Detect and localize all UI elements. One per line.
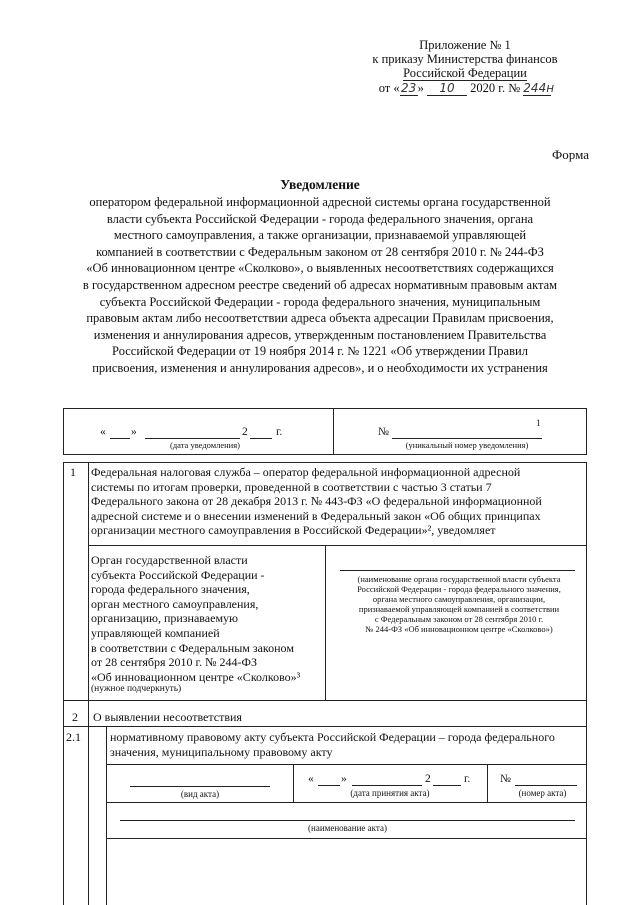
section-1-text <box>91 465 585 538</box>
act-date-month-line <box>352 785 422 786</box>
notice-body-line: местного самоуправления, а также организации, признаваемой управляющей <box>113 228 527 243</box>
notice-body-line: Российской Федерации от 19 ноября 2014 г. № 1221 «Об утверждении Правил <box>112 344 528 359</box>
notice-body-line: «Об инновационном центре «Сколково», о выявленных несоответствиях содержащихся <box>86 261 554 276</box>
section-1-text-line: системы по итогам проверки, проведенной в соответствии с частью 3 статьи 7 <box>91 479 492 494</box>
section-1-org-line: орган местного самоуправления, <box>91 596 259 611</box>
top-date-year: 2 <box>242 426 248 438</box>
section-1-text-line: организации местного самоуправления в Российской Федерации»², уведомляет <box>91 523 496 538</box>
act-date-suffix: г. <box>464 773 471 785</box>
header-block <box>345 38 585 96</box>
top-date-open: « <box>100 426 106 438</box>
section-2-1-divider-1 <box>106 764 586 765</box>
section-1-text-line: Федерального закона от 28 декабря 2013 г. № 443-ФЗ «О федеральной информационной <box>91 494 542 509</box>
header-line-2: к приказу Министерства финансов <box>372 52 558 66</box>
section-1-org-line: «Об инновационном центре «Сколково»³ <box>91 669 301 684</box>
section-2-1-text <box>110 730 584 759</box>
top-number-line <box>392 438 542 439</box>
date-year: 2020 г. № <box>470 81 521 95</box>
top-date-suffix: г. <box>276 426 283 438</box>
section-2-title: О выявлении несоответствия <box>93 710 242 724</box>
section-1-org-list <box>91 553 323 684</box>
org-name-caption <box>335 574 583 634</box>
header-date-line <box>345 81 585 96</box>
section-2-1-divider-2 <box>106 802 586 803</box>
act-date-year: 2 <box>425 773 431 785</box>
notice-body-line: правовым актам либо несоответствии адреса объекта адресации Правилам присвоения, <box>86 311 554 326</box>
top-date-close: » <box>131 426 137 438</box>
section-1-org-line: от 28 сентября 2010 г. № 244-ФЗ <box>91 655 258 670</box>
notice-body <box>50 194 590 377</box>
act-type-line <box>130 786 270 787</box>
main-table-border-right <box>586 462 587 905</box>
section-2-border-top <box>63 700 587 701</box>
section-1-org-line: Орган государственной власти <box>91 553 248 567</box>
org-name-line <box>340 570 575 571</box>
org-caption-line: № 244-ФЗ «Об инновационном центре «Сколково») <box>365 624 553 634</box>
form-label: Форма <box>552 147 589 162</box>
act-date-caption: (дата принятия акта) <box>350 788 430 798</box>
org-caption-line: органа местного самоуправления, организации, <box>372 594 546 604</box>
section-1-org-line: субъекта Российской Федерации - <box>91 567 265 582</box>
date-month: 10 <box>427 81 467 96</box>
notice-body-line: присвоения, изменения и аннулирования адресов», и о необходимости их устранения <box>92 360 548 375</box>
top-table-border-bottom <box>63 454 587 455</box>
act-date-day-line <box>318 785 340 786</box>
act-number-label: № <box>500 773 511 785</box>
section-1-org-line: в соответствии с Федеральным законом <box>91 640 294 655</box>
org-caption-line: Российской Федерации - города федерального значения, <box>357 584 561 594</box>
section-1-text-line: адресной системе и о внесении изменений в Федеральный закон «Об общих принципах <box>91 508 541 523</box>
act-divider-2 <box>487 764 488 802</box>
section-1-number: 1 <box>70 465 76 479</box>
top-number-caption: (уникальный номер уведомления) <box>405 440 529 450</box>
section-2-1-divider-3 <box>106 838 586 839</box>
notice-body-line: субъекта Российской Федерации - города федерального значения, муниципальным <box>99 294 541 309</box>
main-table-num-column <box>88 462 89 905</box>
notice-title: Уведомление <box>280 177 360 192</box>
section-2-1-text-line: значения, муниципальному правовому акту <box>110 744 333 759</box>
act-name-line <box>120 820 575 821</box>
section-2-1-inner-column <box>106 726 107 905</box>
org-caption-line: (наименование органа государственной власти субъекта <box>357 574 561 584</box>
act-date-year-line <box>433 785 461 786</box>
top-date-day-line <box>110 438 130 439</box>
act-number-caption: (номер акта) <box>518 788 567 798</box>
top-table-divider <box>333 408 334 455</box>
section-1-inner-divider <box>88 545 586 546</box>
notice-body-line: оператором федеральной информационной адресной системы органа государственной <box>89 195 551 209</box>
top-table-border-left <box>63 408 64 455</box>
section-1-org-line: организацию, признаваемую <box>91 611 239 626</box>
order-number: 244н <box>523 81 555 95</box>
date-day-close: » <box>417 81 424 95</box>
top-date-month-line <box>145 438 240 439</box>
org-caption-line: признаваемой управляющей компанией в соответствии <box>358 604 560 614</box>
header-line-1: Приложение № 1 <box>419 38 511 52</box>
act-name-caption: (наименование акта) <box>308 823 387 833</box>
underline-note: (нужное подчеркнуть) <box>91 684 182 694</box>
section-1-org-divider <box>325 545 326 700</box>
section-2-border-bottom <box>63 726 587 727</box>
section-2-number: 2 <box>72 710 78 724</box>
org-caption-line: с Федеральным законом от 28 сентября 2010 г. <box>374 614 544 624</box>
section-1-org-line: города федерального значения, <box>91 582 250 597</box>
act-number-line <box>515 785 577 786</box>
section-1-text-line: Федеральная налоговая служба – оператор федеральной информационной адресной <box>91 465 521 479</box>
notice-body-line: в государственном адресном реестре сведений об адресах нормативным правовым актам <box>82 277 558 292</box>
top-number-footnote-mark: 1 <box>536 418 541 428</box>
top-number-label: № <box>378 426 389 438</box>
top-date-caption: (дата уведомления) <box>170 440 240 450</box>
section-2-1-number: 2.1 <box>66 730 81 744</box>
notice-body-line: власти субъекта Российской Федерации - города федерального значения, органа <box>106 211 534 226</box>
top-date-year-line <box>250 438 272 439</box>
top-table-border-right <box>586 408 587 455</box>
section-2-1-text-line: нормативному правовому акту субъекта Российской Федерации – города федерального <box>110 730 555 744</box>
header-line-3 <box>345 66 585 81</box>
section-1-org-line: управляющей компанией <box>91 625 220 640</box>
main-table-border-top <box>63 462 587 463</box>
main-table-border-left <box>63 462 64 905</box>
notice-body-line: изменения и аннулирования адресов, утвержденным постановлением Правительства <box>93 327 547 342</box>
act-divider-1 <box>293 764 294 802</box>
date-day: 23 <box>401 81 417 95</box>
notice-body-line: компанией в соответствии с Федеральным законом от 28 сентября 2010 г. № 244-ФЗ <box>96 244 544 259</box>
date-prefix: от « <box>378 81 400 95</box>
act-type-caption: (вид акта) <box>180 789 220 799</box>
top-table-border-top <box>63 408 587 409</box>
header-line-3-text: Российской Федерации <box>403 66 527 80</box>
act-date-open: « <box>308 773 314 785</box>
act-date-close: » <box>341 773 347 785</box>
